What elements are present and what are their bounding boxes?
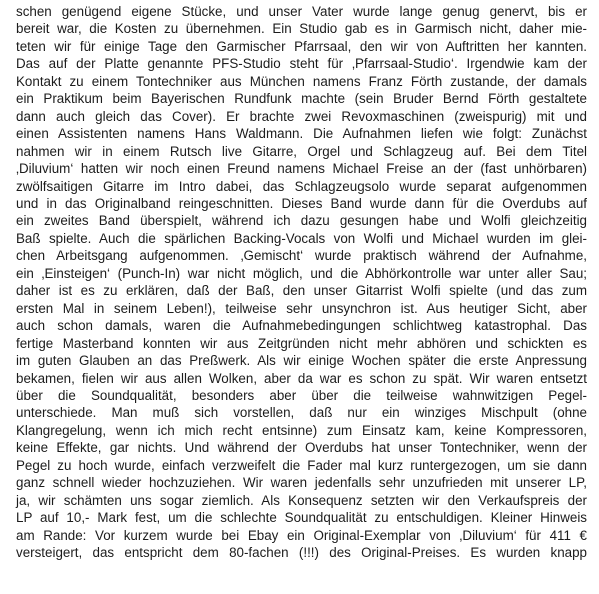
text-line: bekamen, fielen wir aus allen Wolken, aber da war es schon zu spät. Wir waren entsetzt [16, 370, 587, 386]
text-line: nahmen wir in einem Rutsch live Gitarre, Orgel und Schlagzeug auf. Bei dem Titel [16, 143, 587, 159]
text-line: Kontakt zu einem Tontechniker aus München namens Franz Förth zustande, der damals [16, 73, 587, 89]
text-line: über die Soundqualität, besonders aber über die teilweise wahnwitzigen Pegel- [16, 387, 587, 403]
text-line: chen Arbeitsgang aufgenommen. ‚Gemischt‘ wurde praktisch während der Aufnahme, [16, 248, 587, 264]
text-line: am Rande: Vor kurzem wurde bei Ebay ein Original-Exemplar von ‚Diluvium‘ für 411 € [16, 527, 587, 543]
text-line: keine Effekte, gar nichts. Und während der Overdubs hat unser Tontechniker, wenn der [16, 440, 587, 456]
text-line: unterschiede. Man muß sich vorstellen, daß nur ein winziges Mischpult (ohne [16, 405, 587, 421]
text-line: zwölfsaitigen Gitarre im Intro dabei, das Schlagzeugsolo wurde separat aufgenommen [16, 178, 587, 194]
text-line: Pegel zu hoch wurde, einfach verzweifelt die Fader mal kurz runtergezogen, um sie dann [16, 457, 587, 473]
text-line: ein ‚Einsteigen‘ (Punch-In) war nicht möglich, und die Abhörkontrolle war unter aller Sau; [16, 265, 587, 281]
text-line: schen genügend eigene Stücke, und unser Vater wurde lange genug genervt, bis er [16, 4, 587, 19]
text-line: ganz schnell wieder hochzuziehen. Wir waren jedenfalls sehr unzufrieden mit unserer LP, [16, 475, 587, 491]
text-line: LP auf 10,- Mark fest, um die schlechte Soundqualität zu entschuldigen. Kleiner Hinweis [16, 510, 587, 526]
text-line: ‚Diluvium‘ hatten wir noch einen Freund namens Michael Freise an der (fast unhörbaren) [16, 161, 587, 177]
text-line: versteigert, das entspricht dem 80-fachen (!!!) des Original-Preises. Es wurden knapp [16, 545, 587, 561]
text-line: im guten Glauben an das Preßwerk. Als wir einige Wochen später die erste Anpressung [16, 353, 587, 369]
text-line: daher ist es zu erklären, daß der Baß, den unser Gitarrist Wolfi spielte (und das zum [16, 283, 587, 299]
text-line: bereit war, die Kosten zu übernehmen. Ein Studio gab es in Garmisch nicht, daher mie- [16, 21, 587, 37]
text-line: ein Praktikum beim Bayerischen Rundfunk machte (sein Bruder Bernd Förth gestaltete [16, 91, 587, 107]
text-line: Das auf der Platte genannte PFS-Studio steht für ‚Pfarrsaal-Studio‘. Irgendwie kam der [16, 56, 587, 72]
text-line: dann auch gleich das Cover). Er brachte zwei Revoxmaschinen (zweispurig) mit und [16, 108, 587, 124]
text-line: ersten Mal in seinem Leben!), teilweise sehr unsynchron ist. Aus heutiger Sicht, aber [16, 300, 587, 316]
text-line: fertige Masterband konnten wir aus Zeitgründen nicht mehr abhören und schickten es [16, 335, 587, 351]
text-line: teten wir für einige Tage den Garmischer Pfarrsaal, den wir von Auftritten her kannten. [16, 38, 587, 54]
text-line: Baß spielte. Auch die spärlichen Backing-Vocals von Wolfi und Michael wurden im glei- [16, 230, 587, 246]
text-line: auch schon damals, waren die Aufnahmebedingungen schlichtweg katastrophal. Das [16, 318, 587, 334]
text-line: einen Assistenten namens Hans Waldmann. Die Aufnahmen liefen wie folgt: Zunächst [16, 126, 587, 142]
text-line: ein zweites Band überspielt, während ich dazu gesungen habe und Wolfi gleichzeitig [16, 213, 587, 229]
text-line: Klangregelung, wenn ich mich recht entsinne) zum Einsatz kam, keine Kompressoren, [16, 422, 587, 438]
text-line: ja, wir schämten uns sogar ziemlich. Als Konsequenz setzten wir den Verkaufspreis der [16, 492, 587, 508]
text-line: und in das Originalband reingeschnitten. Dieses Band wurde dann für die Overdubs auf [16, 195, 587, 211]
